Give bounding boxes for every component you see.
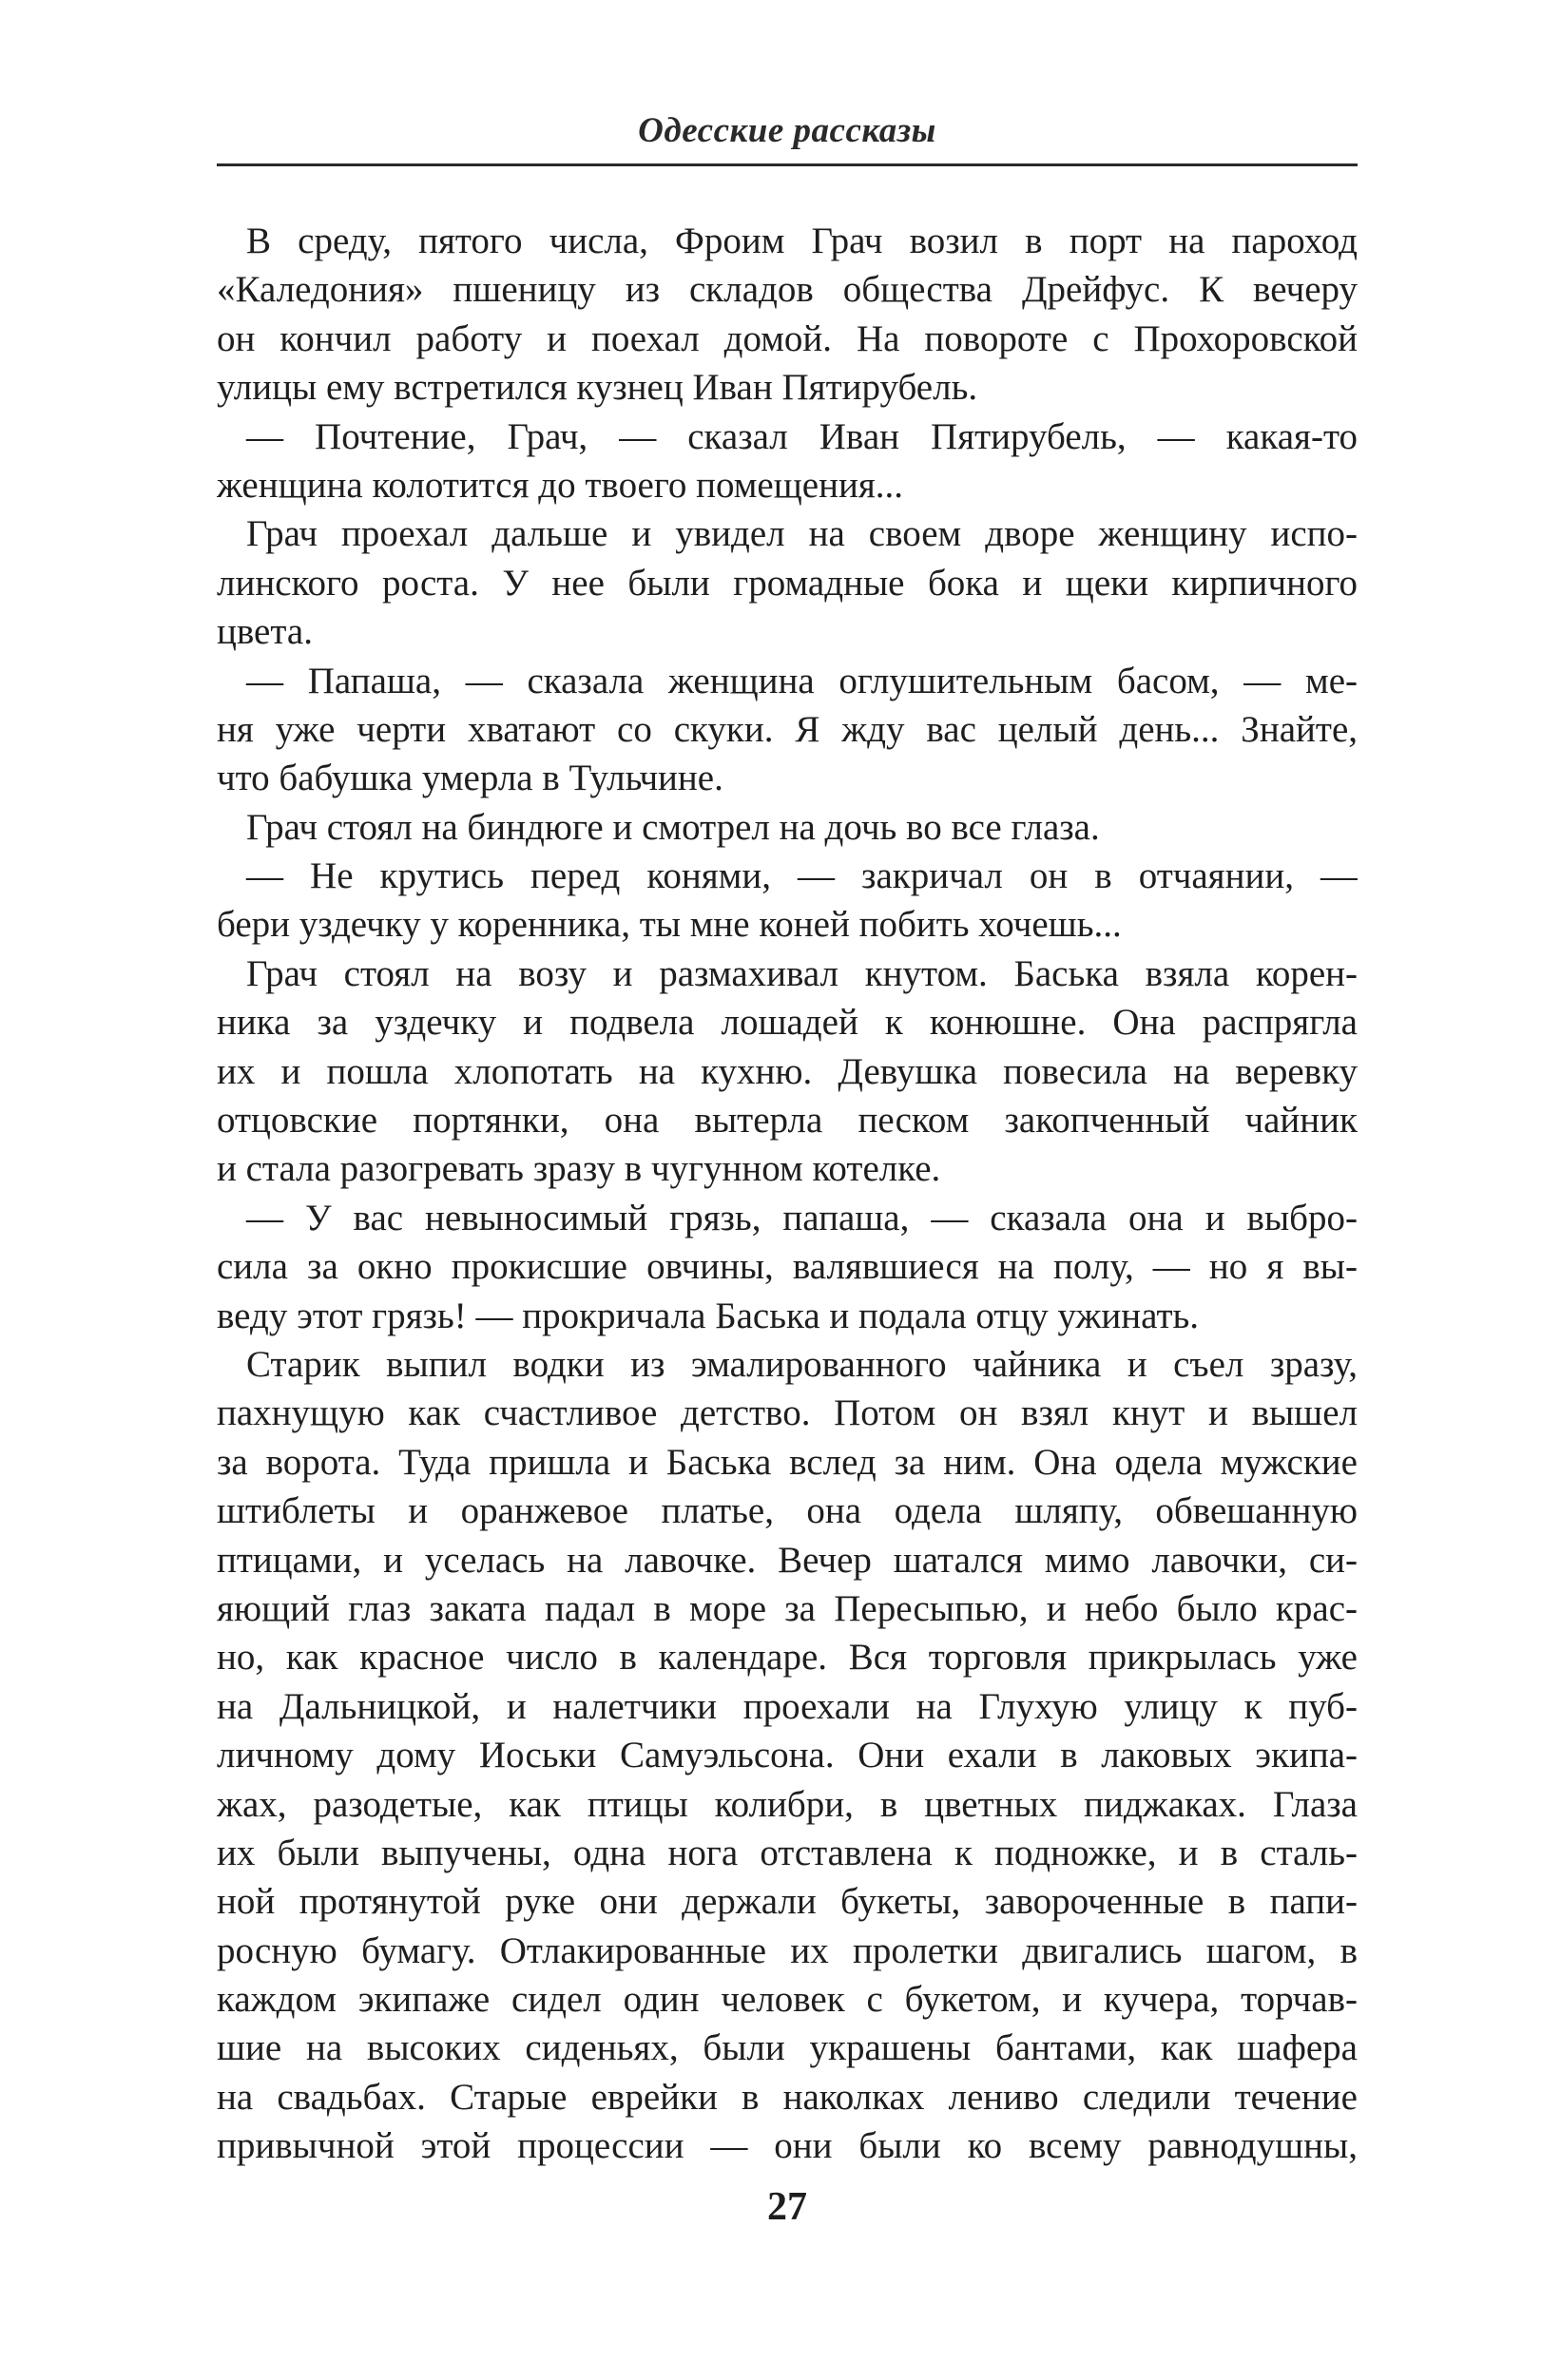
text-line: каждом экипаже сидел один человек с букетом, и кучера, торчав- (217, 1979, 1358, 2021)
text-line: «Каледония» пшеницу из складов общества Дрейфус. К вечеру (217, 269, 1358, 311)
text-line: яющий глаз заката падал в море за Пересыпью, и небо было крас- (217, 1587, 1358, 1629)
text-line: Грач стоял на возу и размахивал кнутом. Баська взяла корен- (246, 952, 1358, 994)
text-line: но, как красное число в календаре. Вся торговля прикрылась уже (217, 1637, 1358, 1679)
text-line: и стала разогревать зразу в чугунном котелке. (217, 1148, 941, 1190)
paragraph (217, 509, 1358, 656)
text-line: он кончил работу и поехал домой. На повороте с Прохоровской (217, 317, 1358, 359)
text-line: Старик выпил водки из эмалированного чайника и съел зразу, (246, 1343, 1358, 1385)
text-line: линского роста. У нее были громадные бока и щеки кирпичного (217, 562, 1358, 604)
header-rule (217, 163, 1358, 166)
running-title: Одесские рассказы (638, 111, 936, 150)
text-line: росную бумагу. Отлакированные их пролетки двигались шагом, в (217, 1929, 1358, 1971)
page-number: 27 (767, 2185, 807, 2229)
text-line: женщина колотится до твоего помещения... (217, 464, 904, 506)
text-line: ника за уздечку и подвела лошадей к конюшне. Она распрягла (217, 1002, 1358, 1044)
paragraph (217, 1340, 1358, 2171)
text-line: бери уздечку у коренника, ты мне коней побить хочешь... (217, 904, 1122, 946)
text-line: на Дальницкой, и налетчики проехали на Глухую улицу к пуб- (217, 1685, 1358, 1727)
text-line: В среду, пятого числа, Фроим Грач возил в порт на пароход (246, 221, 1358, 261)
text-line: штиблеты и оранжевое платье, она одела шляпу, обвешанную (217, 1490, 1358, 1532)
text-line: привычной этой процессии — они были ко всему равнодушны, (217, 2125, 1358, 2167)
text-line: — Папаша, — сказала женщина оглушительным басом, — ме- (246, 660, 1358, 701)
paragraph (217, 803, 1358, 852)
paragraph (217, 1194, 1358, 1340)
paragraph (217, 217, 1358, 413)
text-line: их и пошла хлопотать на кухню. Девушка повесила на веревку (217, 1050, 1358, 1092)
paragraph (217, 413, 1358, 510)
text-line: — У вас невыносимый грязь, папаша, — сказала она и выбро- (246, 1197, 1358, 1238)
text-line: ной протянутой руке они держали букеты, завороченные в папи- (217, 1881, 1358, 1923)
text-line: шие на высоких сиденьях, были украшены бантами, как шафера (217, 2027, 1358, 2069)
text-line: птицами, и уселась на лавочке. Вечер шатался мимо лавочки, си- (217, 1539, 1358, 1581)
text-line: улицы ему встретился кузнец Иван Пятирубель. (217, 367, 978, 409)
paragraph (217, 657, 1358, 803)
text-line: — Почтение, Грач, — сказал Иван Пятирубель, — какая-то (246, 415, 1358, 457)
text-line: личному дому Иоськи Самуэльсона. Они ехали в лаковых экипа- (217, 1735, 1358, 1776)
paragraph (217, 950, 1358, 1194)
text-line: на свадьбах. Старые еврейки в наколках лениво следили течение (217, 2076, 1358, 2118)
paragraph (217, 852, 1358, 950)
text-line: — Не крутись перед конями, — закричал он в отчаянии, — (246, 855, 1358, 897)
text-line: отцовские портянки, она вытерла песком закопченный чайник (217, 1100, 1358, 1142)
text-line: Грач стоял на биндюге и смотрел на дочь во все глаза. (246, 806, 1100, 848)
text-line: жах, разодетые, как птицы колибри, в цветных пиджаках. Глаза (217, 1783, 1358, 1825)
text-line: за ворота. Туда пришла и Баська вслед за ним. Она одела мужские (217, 1441, 1358, 1483)
text-line: их были выпучены, одна нога отставлена к подножке, и в сталь- (217, 1832, 1358, 1873)
text-line: что бабушка умерла в Тульчине. (217, 758, 723, 799)
text-line: веду этот грязь! — прокричала Баська и подала отцу ужинать. (217, 1295, 1200, 1336)
text-line: сила за окно прокисшие овчины, валявшиеся на полу, — но я вы- (217, 1246, 1358, 1288)
text-line: Грач проехал дальше и увидел на своем дворе женщину испо- (246, 513, 1358, 555)
body-text (217, 217, 1358, 2171)
text-line: пахнущую как счастливое детство. Потом он взял кнут и вышел (217, 1392, 1358, 1434)
text-line: цвета. (217, 611, 313, 653)
text-line: ня уже черти хватают со скуки. Я жду вас целый день... Знайте, (217, 708, 1358, 750)
